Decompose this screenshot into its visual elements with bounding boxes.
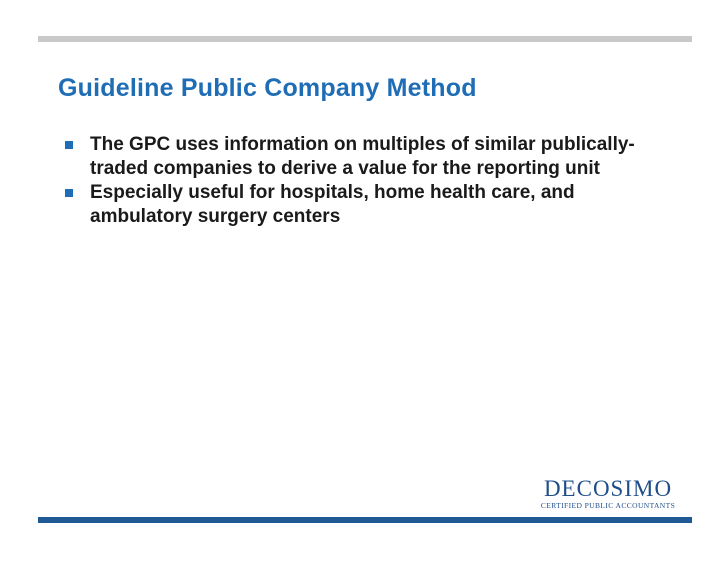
bullet-text: The GPC uses information on multiples of similar publically-traded companies to derive a value for the reporting unit xyxy=(90,134,635,179)
logo-tagline: CERTIFIED PUBLIC ACCOUNTANTS xyxy=(540,501,676,510)
company-logo xyxy=(538,477,678,511)
bullet-text: Especially useful for hospitals, home health care, and ambulatory surgery centers xyxy=(90,182,575,227)
bullet-item xyxy=(62,181,662,229)
top-rule xyxy=(38,36,692,42)
logo-name: DECOSIMO xyxy=(543,476,673,501)
bottom-rule xyxy=(38,517,692,523)
bullet-list xyxy=(62,133,662,229)
slide-title: Guideline Public Company Method xyxy=(58,74,477,102)
square-bullet-icon xyxy=(65,141,73,149)
square-bullet-icon xyxy=(65,189,73,197)
bullet-item xyxy=(62,133,662,181)
